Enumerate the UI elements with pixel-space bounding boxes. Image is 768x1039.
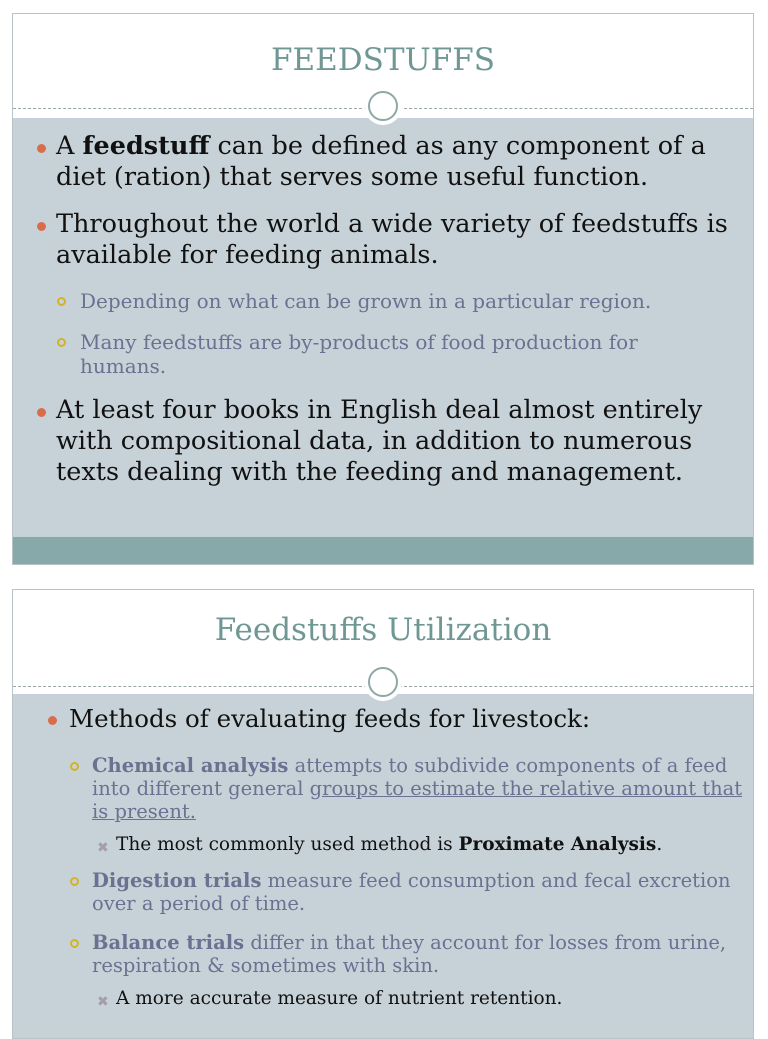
sub-bullet-ring-icon — [70, 762, 79, 771]
sub-bullet-line: Many feedstuffs are by-products of food production for — [80, 330, 638, 354]
bullet-text-line: with compositional data, in addition to numerous — [56, 426, 693, 456]
sub-bullet-text — [92, 754, 742, 823]
sub-bullet-line: over a period of time. — [92, 892, 306, 915]
slide-feedstuffs — [12, 13, 754, 565]
term-chemical-analysis: Chemical analysis — [92, 754, 289, 777]
tertiary-text: A more accurate measure of nutrient retention. — [116, 988, 563, 1009]
bullet-text — [56, 209, 728, 271]
sub-bullet-text — [80, 330, 638, 378]
bullet-text-line: available for feeding animals. — [56, 240, 439, 270]
sub-bullet-ring-icon — [70, 939, 79, 948]
tertiary-bullet-text — [116, 834, 662, 856]
bullet-text-line: texts dealing with the feeding and management. — [56, 457, 684, 487]
bullet-dot-icon — [37, 408, 46, 417]
underlined-text: groups to estimate the relative amount that — [309, 777, 743, 800]
tertiary-text: The most commonly used method is — [116, 834, 459, 855]
underlined-text: is present. — [92, 800, 196, 823]
bullet-text — [69, 703, 590, 734]
footer-band — [13, 537, 753, 564]
sub-bullet-text — [92, 869, 731, 915]
slide-title: Feedstuffs Utilization — [214, 612, 552, 648]
tertiary-bullet-icon: ✖ — [97, 994, 109, 1010]
term-balance-trials: Balance trials — [92, 931, 245, 954]
bullet-text-line: Methods of evaluating feeds for livestock: — [69, 704, 591, 733]
bullet-text-prefix: A — [56, 131, 83, 161]
sub-bullet-text — [80, 289, 651, 313]
slide-feedstuffs-utilization — [12, 589, 754, 1039]
sub-bullet-cont: differ in that they account for losses from urine, — [244, 931, 727, 954]
bullet-text — [56, 395, 702, 488]
term-proximate-analysis: Proximate Analysis — [458, 834, 657, 855]
sub-bullet-line: Depending on what can be grown in a particular region. — [80, 289, 652, 313]
tertiary-bullet-icon: ✖ — [97, 840, 109, 856]
sub-bullet-line: humans. — [80, 354, 167, 378]
bullet-text-cont: can be defined as any component of a — [209, 131, 706, 161]
tertiary-bullet-text — [116, 988, 562, 1010]
slide-title: FEEDSTUFFS — [271, 42, 495, 78]
term-digestion-trials: Digestion trials — [92, 869, 262, 892]
term-feedstuff: feedstuff — [82, 131, 210, 161]
sub-bullet-ring-icon — [57, 338, 66, 347]
bullet-text-line: Throughout the world a wide variety of feedstuffs is — [56, 209, 728, 239]
sub-bullet-ring-icon — [70, 877, 79, 886]
bullet-text-line: diet (ration) that serves some useful function. — [56, 162, 649, 192]
bullet-dot-icon — [48, 716, 57, 725]
bullet-text-line: At least four books in English deal almost entirely — [56, 395, 703, 425]
bullet-dot-icon — [37, 144, 46, 153]
ring-ornament-icon — [364, 87, 402, 125]
sub-bullet-text — [92, 931, 726, 977]
ring-ornament-icon — [364, 663, 402, 701]
sub-bullet-line: respiration & sometimes with skin. — [92, 954, 440, 977]
sub-bullet-ring-icon — [57, 297, 66, 306]
sub-bullet-cont: measure feed consumption and fecal excretion — [261, 869, 731, 892]
tertiary-text-end: . — [656, 834, 663, 855]
sub-bullet-cont: attempts to subdivide components of a feed — [288, 754, 728, 777]
bullet-text — [56, 131, 706, 193]
sub-bullet-line: into different general — [92, 777, 310, 800]
bullet-dot-icon — [37, 222, 46, 231]
